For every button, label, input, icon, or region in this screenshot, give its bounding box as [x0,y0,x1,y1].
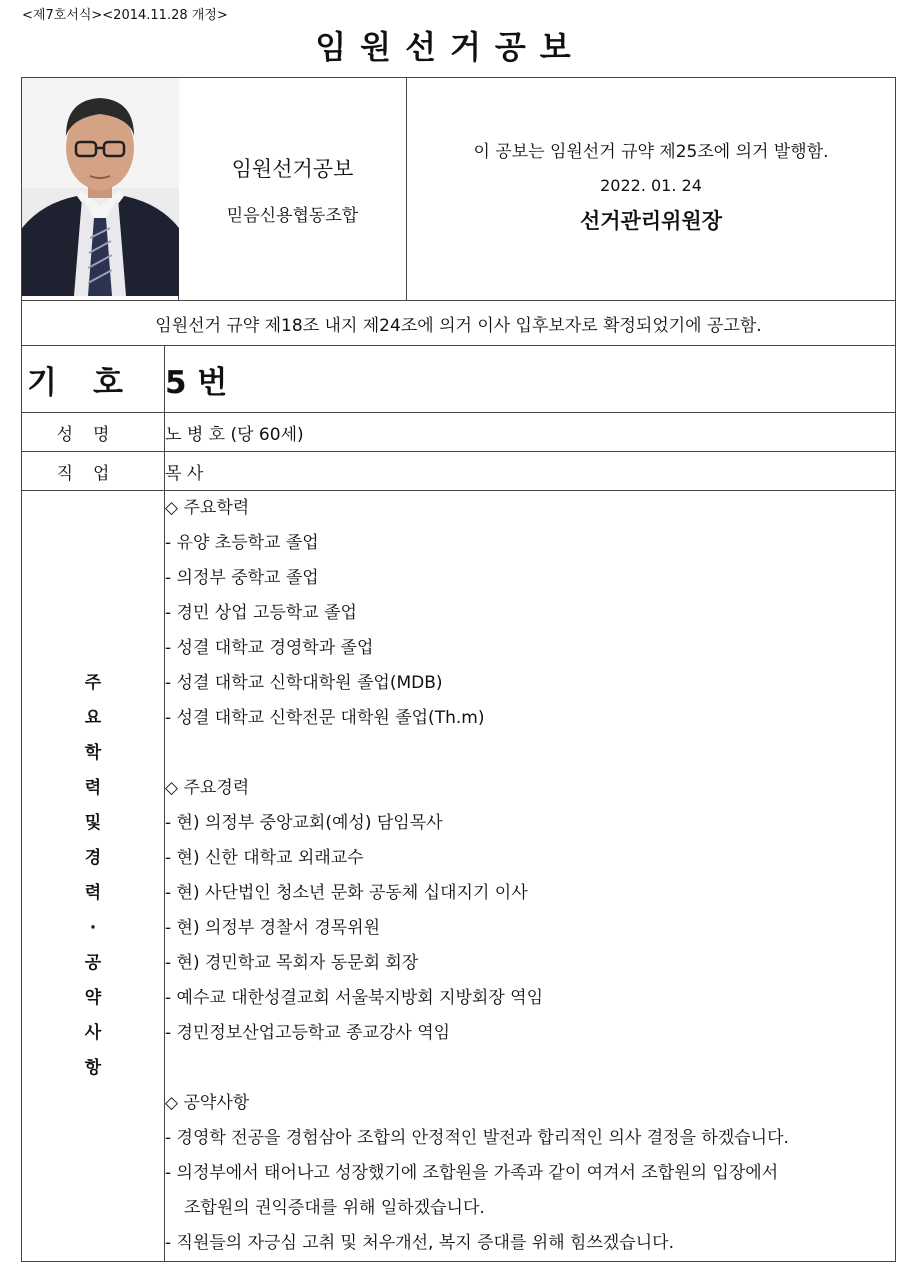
list-item: 조합원의 권익증대를 위해 일하겠습니다. [184,1198,485,1218]
notice-info [407,78,896,301]
job-label: 직업 [22,452,165,491]
org-title: 임원선거공보 [231,156,354,181]
details-label-char: 경 [84,848,102,868]
name-label: 성명 [22,413,165,452]
list-item: - 경민정보산업고등학교 종교강사 역임 [165,1023,451,1043]
career-heading: ◇ 주요경력 [165,778,250,798]
page-title: 임원선거공보 [315,28,585,66]
education-heading: ◇ 주요학력 [165,498,250,518]
details-label-char: · [89,918,97,938]
list-item: - 현) 신한 대학교 외래교수 [165,848,364,868]
election-bulletin-table [21,77,896,1262]
list-item: - 성결 대학교 신학전문 대학원 졸업(Th.m) [165,708,485,728]
details-label-char: 및 [84,813,102,833]
details-label-char: 주 [84,673,102,693]
details-label-char: 학 [84,743,102,763]
list-item: - 경영학 전공을 경험삼아 조합의 안정적인 발전과 합리적인 의사 결정을 하겠습니다. [165,1128,789,1148]
notice-date: 2022. 01. 24 [600,176,702,195]
pledges-heading: ◇ 공약사항 [165,1093,250,1113]
list-item: - 경민 상업 고등학교 졸업 [165,603,357,623]
candidate-photo [22,78,179,301]
details-content [165,491,896,1262]
list-item: - 현) 사단법인 청소년 문화 공동체 십대지기 이사 [165,883,528,903]
announcement: 임원선거 규약 제18조 내지 제24조에 의거 이사 입후보자로 확정되었기에 공고함. [22,301,896,346]
list-item: - 의정부에서 태어나고 성장했기에 조합원을 가족과 같이 여겨서 조합원의 입장에서 [165,1163,779,1183]
details-label-char: 요 [84,708,102,728]
list-item: - 의정부 중학교 졸업 [165,568,319,588]
list-item: - 성결 대학교 신학대학원 졸업(MDB) [165,673,443,693]
details-label-char: 공 [84,953,102,973]
candidate-number-label: 기호 [22,346,165,413]
list-item: - 성결 대학교 경영학과 졸업 [165,638,374,658]
details-label-char: 항 [84,1058,102,1078]
notice-text: 이 공보는 임원선거 규약 제25조에 의거 발행함. [473,142,829,162]
candidate-name: 노 병 호 (당 60세) [165,413,896,452]
org-name: 믿음신용협동조합 [226,205,359,226]
details-label [22,491,165,1262]
details-label-char: 약 [84,988,102,1008]
notice-signature: 선거관리위원장 [579,209,722,233]
details-label-char: 사 [84,1023,102,1043]
list-item: - 현) 의정부 중앙교회(예성) 담임목사 [165,813,443,833]
details-label-char: 력 [84,883,102,903]
org-info [179,78,407,301]
list-item: - 예수교 대한성결교회 서울북지방회 지방회장 역임 [165,988,544,1008]
details-label-char: 력 [84,778,102,798]
list-item: - 직원들의 자긍심 고취 및 처우개선, 복지 증대를 위해 힘쓰겠습니다. [165,1233,674,1253]
list-item: - 현) 의정부 경찰서 경목위원 [165,918,381,938]
candidate-number: 5 번 [165,346,896,413]
form-number: <제7호서식><2014.11.28 개정> [22,8,228,23]
candidate-job: 목 사 [165,452,896,491]
list-item: - 현) 경민학교 목회자 동문회 회장 [165,953,419,973]
candidate-portrait [22,78,179,296]
list-item: - 유양 초등학교 졸업 [165,533,319,553]
